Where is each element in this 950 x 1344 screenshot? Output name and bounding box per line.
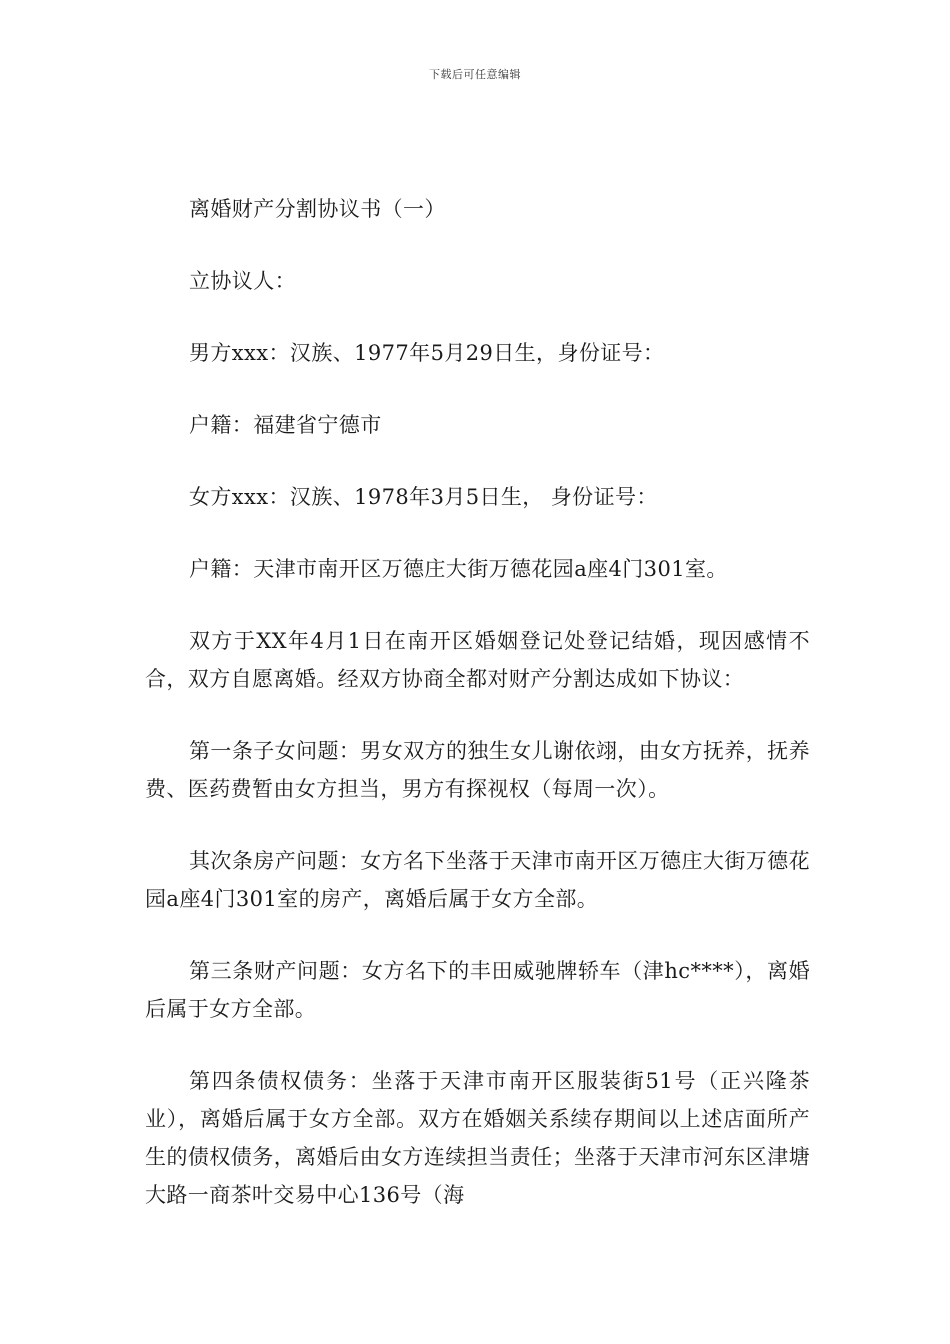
parties-label: 立协议人：	[189, 269, 296, 293]
article-1-children: 第一条子女问题：男女双方的独生女儿谢依翊，由女方抚养，抚养费、医药费暂由女方担当，男方有探视权（每周一次）。	[145, 739, 810, 801]
article-2-property: 其次条房产问题：女方名下坐落于天津市南开区万德庄大街万德花园a座4门301室的房产，离婚后属于女方全部。	[145, 849, 810, 911]
document-title: 离婚财产分割协议书（一）	[189, 197, 446, 221]
male-party-info: 男方xxx：汉族、1977年5月29日生，身份证号：	[189, 341, 665, 365]
header-note: 下载后可任意编辑	[429, 68, 521, 81]
marriage-background-paragraph: 双方于XX年4月1日在南开区婚姻登记处登记结婚，现因感情不合，双方自愿离婚。经双方协商全都对财产分割达成如下协议：	[145, 629, 810, 691]
article-4-debts: 第四条债权债务：坐落于天津市南开区服装街51号（正兴隆茶业），离婚后属于女方全部。双方在婚姻关系续存期间以上述店面所产生的债权债务，离婚后由女方连续担当责任；坐落于天津市河东区津塘大路一商茶叶交易中心136号（海	[145, 1069, 810, 1207]
male-household-registration: 户籍：福建省宁德市	[189, 413, 382, 437]
document-body	[145, 190, 810, 1248]
female-party-info: 女方xxx：汉族、1978年3月5日生， 身份证号：	[189, 485, 658, 509]
article-3-assets: 第三条财产问题：女方名下的丰田威驰牌轿车（津hc****），离婚后属于女方全部。	[145, 959, 810, 1021]
female-household-registration: 户籍：天津市南开区万德庄大街万德花园a座4门301室。	[189, 557, 728, 581]
